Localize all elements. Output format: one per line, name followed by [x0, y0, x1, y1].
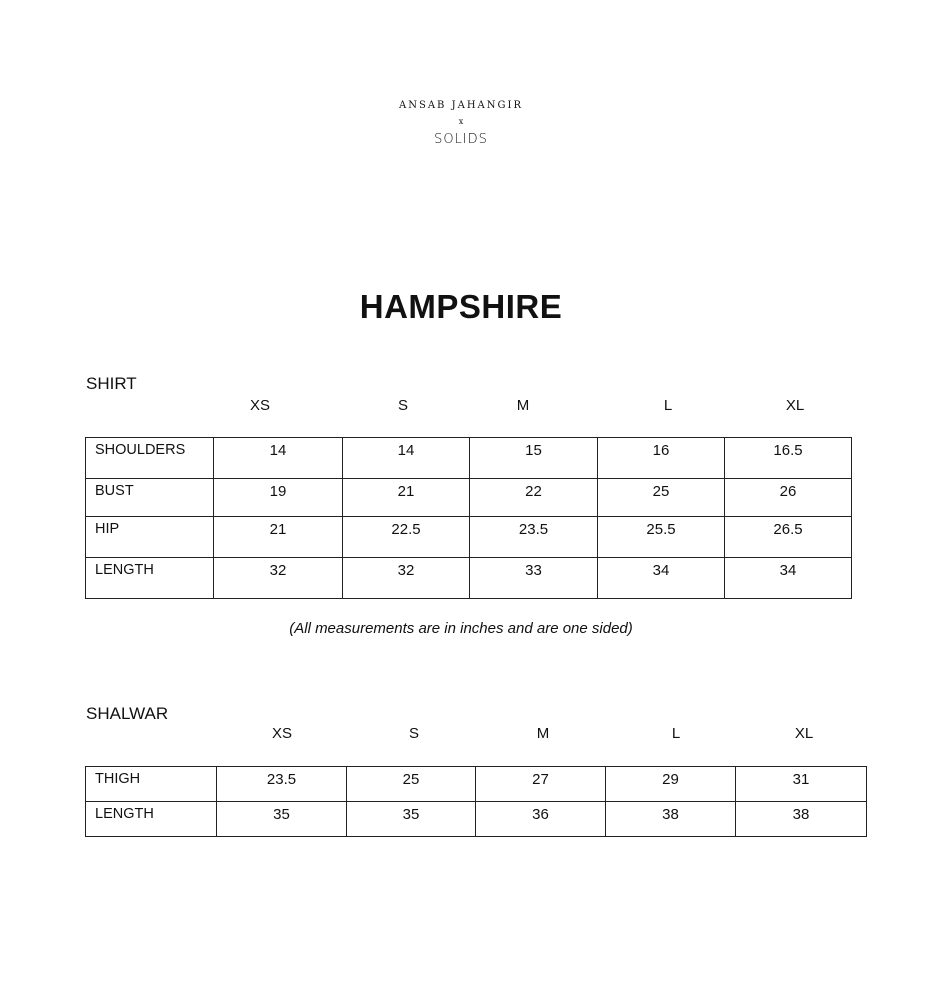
table-row — [86, 438, 852, 479]
table-cell: 26.5 — [725, 517, 852, 558]
row-label: THIGH — [86, 767, 217, 802]
table-cell: 38 — [736, 802, 867, 837]
table-cell: 16 — [598, 438, 725, 479]
shalwar-size-header: XL — [794, 725, 814, 742]
table-cell: 26 — [725, 479, 852, 517]
measurement-note: (All measurements are in inches and are one sided) — [289, 620, 633, 637]
table-cell: 35 — [347, 802, 476, 837]
table-cell: 27 — [476, 767, 606, 802]
shirt-size-header: L — [663, 397, 673, 414]
table-cell: 33 — [470, 558, 598, 599]
table-cell: 35 — [217, 802, 347, 837]
table-cell: 34 — [598, 558, 725, 599]
shalwar-section-label: SHALWAR — [86, 704, 169, 723]
row-label: HIP — [86, 517, 214, 558]
row-label: BUST — [86, 479, 214, 517]
shalwar-size-header: L — [671, 725, 681, 742]
shalwar-size-header: XS — [271, 725, 293, 742]
table-cell: 29 — [606, 767, 736, 802]
table-cell: 25.5 — [598, 517, 725, 558]
table-cell: 23.5 — [470, 517, 598, 558]
table-row — [86, 558, 852, 599]
shirt-size-headers — [0, 397, 934, 417]
table-cell: 16.5 — [725, 438, 852, 479]
table-cell: 21 — [214, 517, 343, 558]
table-cell: 25 — [598, 479, 725, 517]
shalwar-size-header: M — [536, 725, 550, 742]
table-cell: 31 — [736, 767, 867, 802]
shalwar-size-headers — [0, 725, 934, 745]
row-label: LENGTH — [86, 558, 214, 599]
shirt-size-header: XL — [785, 397, 805, 414]
table-row — [86, 479, 852, 517]
brand-separator: x — [458, 117, 464, 126]
brand-label: SOLIDS — [434, 132, 488, 147]
table-cell: 15 — [470, 438, 598, 479]
table-row — [86, 517, 852, 558]
brand-designer: ANSAB JAHANGIR — [399, 100, 523, 111]
table-cell: 25 — [347, 767, 476, 802]
table-cell: 22.5 — [343, 517, 470, 558]
table-cell: 32 — [214, 558, 343, 599]
table-cell: 14 — [214, 438, 343, 479]
table-cell: 32 — [343, 558, 470, 599]
table-cell: 23.5 — [217, 767, 347, 802]
shirt-section-label: SHIRT — [86, 374, 137, 393]
table-row — [86, 802, 867, 837]
row-label: LENGTH — [86, 802, 217, 837]
table-cell: 34 — [725, 558, 852, 599]
table-cell: 36 — [476, 802, 606, 837]
table-row — [86, 767, 867, 802]
table-cell: 38 — [606, 802, 736, 837]
table-cell: 14 — [343, 438, 470, 479]
shalwar-measurement-table — [85, 766, 867, 837]
row-label: SHOULDERS — [86, 438, 214, 479]
shalwar-size-header: S — [408, 725, 420, 742]
table-cell: 22 — [470, 479, 598, 517]
shirt-size-header: M — [516, 397, 530, 414]
table-cell: 19 — [214, 479, 343, 517]
shirt-measurement-table — [85, 437, 852, 599]
table-cell: 21 — [343, 479, 470, 517]
shirt-size-header: S — [397, 397, 409, 414]
shirt-size-header: XS — [249, 397, 271, 414]
page-title: HAMPSHIRE — [359, 288, 563, 325]
